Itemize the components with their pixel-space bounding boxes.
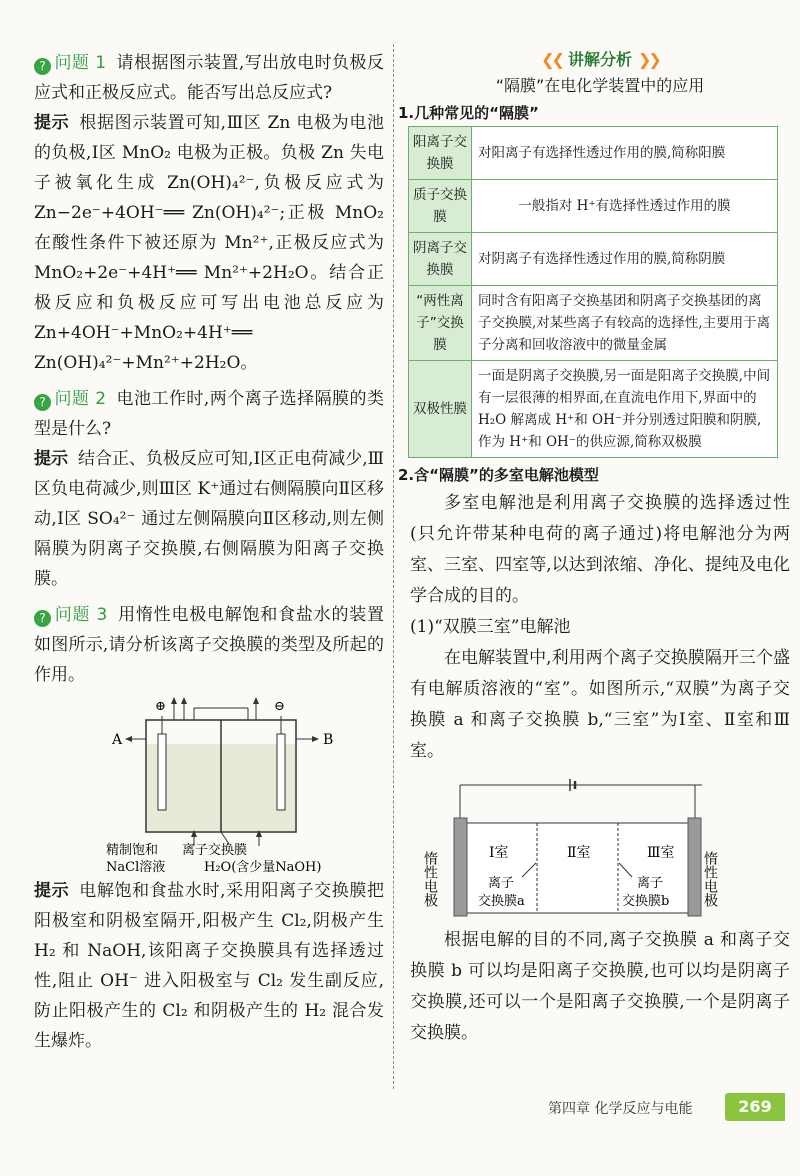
membrane-desc: 一般指对 H⁺有选择性透过作用的膜 — [472, 180, 778, 233]
membrane-name: 双极性膜 — [409, 361, 472, 458]
arrow-up — [181, 697, 187, 704]
electrolysis-diagram — [34, 694, 384, 874]
question-icon: ? — [34, 610, 51, 627]
membrane-desc: 对阳离子有选择性透过作用的膜,简称阳膜 — [472, 127, 778, 180]
inlet-right-label: H₂O(含少量NaOH) — [204, 860, 322, 874]
membrane-name: 阴离子交换膜 — [409, 233, 472, 286]
membrane-desc: 一面是阴离子交换膜,另一面是阳离子交换膜,中间有一层很薄的相界面,在直流电作用下,界面中的 H₂O 解离成 H⁺和 OH⁻并分别透过阳膜和阴膜,作为 H⁺和 OH⁻的供应源,简称双极膜 — [472, 361, 778, 458]
label-b: B — [323, 732, 334, 748]
heading-2: 2.含“隔膜”的多室电解池模型 — [398, 466, 599, 484]
hint-label: 提示 — [34, 113, 70, 133]
subheading-1: (1)“双膜三室”电解池 — [410, 617, 571, 637]
question-tag: 问题 1 — [54, 53, 107, 73]
question-tag: 问题 2 — [54, 389, 107, 409]
chevron-left-icon: ❮❮ — [541, 50, 562, 69]
room-1: Ⅰ室 — [489, 845, 509, 861]
question-tag: 问题 3 — [54, 605, 108, 625]
table-row — [409, 180, 778, 233]
cathode — [277, 734, 285, 810]
heading-1: 1.几种常见的“隔膜” — [398, 104, 539, 122]
membrane-a-label-2: 交换膜a — [478, 894, 525, 909]
hint-text: 结合正、负极反应可知,Ⅰ区正电荷减少,Ⅲ区负电荷减少,则Ⅲ区 K⁺通过右侧隔膜向Ⅱ区移动,Ⅰ区 SO₄²⁻ 通过左侧隔膜向Ⅱ区移动,则左侧隔膜为阴离子交换膜,右侧隔膜为阳离子交换膜。 — [34, 449, 385, 589]
question-2 — [34, 384, 384, 594]
question-icon: ? — [34, 58, 51, 75]
membrane-desc: 对阴离子有选择性透过作用的膜,简称阴膜 — [472, 233, 778, 286]
table-row — [409, 286, 778, 361]
table-row — [409, 233, 778, 286]
arrow-up — [171, 697, 177, 704]
left-column — [34, 48, 384, 1062]
room-3: Ⅲ室 — [647, 845, 675, 861]
right-electrode — [688, 818, 701, 916]
inlet-left-label-2: NaCl溶液 — [106, 860, 166, 874]
minus-sign: ⊖ — [274, 699, 285, 714]
membrane-name: 阳离子交换膜 — [409, 127, 472, 180]
question-icon: ? — [34, 394, 51, 411]
right-electrode-label: 惰性电极 — [702, 851, 718, 907]
membrane-a-label-1: 离子 — [488, 876, 515, 891]
left-electrode — [454, 818, 467, 916]
label-a: A — [112, 732, 123, 748]
membrane-b-label-2: 交换膜b — [622, 894, 670, 909]
page-number: 269 — [725, 1093, 785, 1121]
membrane-b-label-1: 离子 — [637, 876, 664, 891]
anode — [158, 734, 166, 810]
question-3 — [34, 600, 384, 1056]
paragraph-1: 多室电解池是利用离子交换膜的选择透过性(只允许带某种电荷的离子通过)将电解池分为两室、三室、四室等,以达到浓缩、净化、提纯及电化学合成的目的。 — [410, 493, 790, 606]
membrane-desc: 同时含有阳离子交换基团和阴离子交换基团的离子交换膜,对某些离子有较高的选择性,主要用于离子分离和回收溶液中的微量金属 — [472, 286, 778, 361]
arrow-up — [256, 830, 262, 837]
arrow-up — [191, 830, 197, 837]
membrane-label: 离子交换膜 — [182, 843, 248, 858]
arrow-up — [253, 697, 259, 704]
chapter-label: 第四章 化学反应与电能 — [548, 1101, 693, 1117]
room-2: Ⅱ室 — [567, 845, 591, 861]
left-electrode-label: 惰性电极 — [422, 851, 438, 907]
paragraph-2: 在电解装置中,利用两个离子交换膜隔开三个盛有电解质溶液的“室”。如图所示,“双膜”为离子交换膜 a 和离子交换膜 b,“三室”为Ⅰ室、Ⅱ室和Ⅲ室。 — [410, 648, 790, 761]
question-1 — [34, 48, 384, 378]
question-text: 电池工作时,两个离子选择隔膜的类型是什么? — [34, 389, 384, 439]
question-text: 用惰性电极电解饱和食盐水的装置如图所示,请分析该离子交换膜的类型及所起的作用。 — [34, 605, 385, 685]
plus-sign: ⊕ — [155, 699, 166, 714]
three-chamber-diagram — [410, 773, 790, 923]
section-header — [410, 48, 790, 72]
inlet-left-label-1: 精制饱和 — [106, 843, 159, 858]
membrane-table — [408, 126, 778, 458]
right-column — [398, 48, 790, 1049]
arrow-right — [312, 736, 319, 742]
hint-text: 电解饱和食盐水时,采用阳离子交换膜把阳极室和阴极室隔开,阳极产生 Cl₂,阴极产生 H₂ 和 NaOH,该阳离子交换膜具有选择透过性,阻止 OH⁻ 进入阳极室与 Cl₂ 发生副反应,防止阳极产生的 Cl₂ 和阴极产生的 H₂ 混合发生爆炸。 — [34, 881, 385, 1051]
paragraph-3: 根据电解的目的不同,离子交换膜 a 和离子交换膜 b 可以均是阳离子交换膜,也可以均是阴离子交换膜,还可以一个是阳离子交换膜,一个是阴离子交换膜。 — [410, 930, 790, 1043]
section-label: 讲解分析 — [567, 50, 632, 69]
question-text: 请根据图示装置,写出放电时负极反应式和正极反应式。能否写出总反应式? — [34, 53, 384, 103]
arrow-left — [125, 736, 132, 742]
hint-label: 提示 — [34, 449, 69, 469]
membrane-name: “两性离子”交换膜 — [409, 286, 472, 361]
section-title: “隔膜”在电化学装置中的应用 — [495, 76, 705, 95]
column-divider — [393, 44, 394, 1089]
hint-text: 根据图示装置可知,Ⅲ区 Zn 电极为电池的负极,Ⅰ区 MnO₂ 电极为正极。负极 Zn 失电子被氧化生成 Zn(OH)₄²⁻,负极反应式为 Zn−2e⁻+4OH⁻══ Zn(OH)₄²⁻;正极 MnO₂ 在酸性条件下被还原为 Mn²⁺,正极反应式为 MnO₂+2e⁻+4H⁺══ Mn²⁺+2H₂O。结合正极反应和负极反应可写出电池总反应为 Zn+4OH⁻+MnO₂+4H⁺══ Zn(OH)₄²⁻+Mn²⁺+2H₂O。 — [34, 113, 385, 373]
table-row — [409, 127, 778, 180]
table-row — [409, 361, 778, 458]
membrane-name: 质子交换膜 — [409, 180, 472, 233]
chevron-right-icon: ❯❯ — [638, 50, 659, 69]
hint-label: 提示 — [34, 881, 70, 901]
